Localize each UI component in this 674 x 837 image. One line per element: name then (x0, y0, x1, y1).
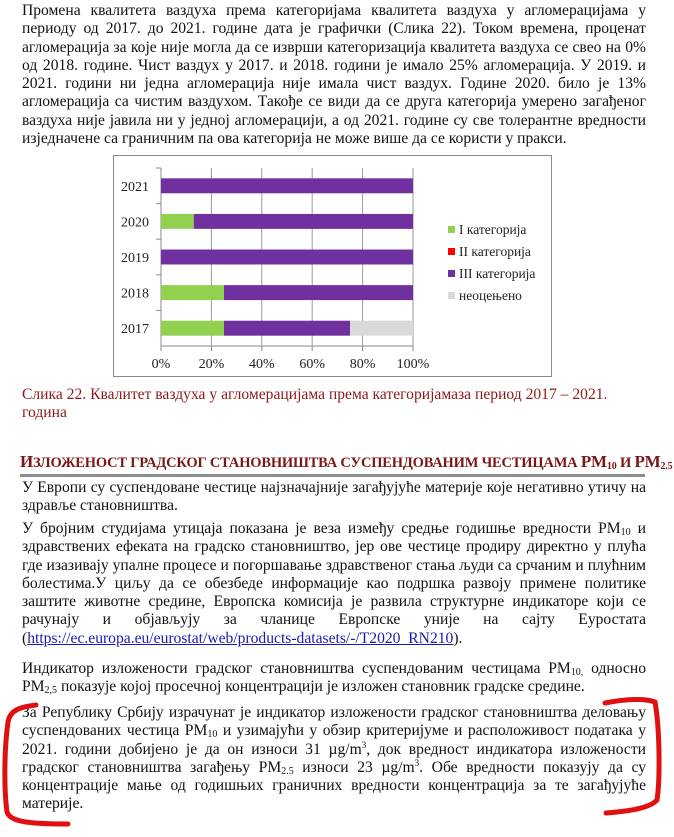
bar-segment (161, 250, 413, 265)
text: и здравствених ефеката на градско становништво, јер ове честице продиру директно у плућа где изазивају упалне процесе и погоршавање здравственог стања људи са срчаним и плућним болестима.У циљу да се обезбеде информације као подршка развоју примене политике заштите животне средине, Европска комисија је развила структурне индикаторе који се рачунају и објављују за чланице Европске уније на сајту Еуростата ( (22, 520, 646, 647)
section-heading (20, 452, 673, 477)
x-tick-label: 60% (299, 357, 326, 372)
heading-pm25: PM (634, 452, 661, 471)
chart-figure (113, 155, 552, 377)
legend-label: II категорија (459, 244, 531, 259)
europe-paragraph: У Европи су суспендоване честице најзначајније загађујуће материје које негативно утичу на здравље становништва. (22, 479, 646, 515)
y-tick-label: 2020 (121, 215, 149, 231)
text: односно PM (22, 660, 646, 696)
x-tick-label: 80% (349, 357, 376, 372)
text: , док вредност индикатора изложености градског становништва загађењу PM (22, 740, 646, 776)
subscript: 2,5 (44, 685, 58, 697)
x-tick-label: 20% (198, 357, 225, 372)
superscript: 3 (414, 757, 420, 768)
text: Индикатор изложености градског становништва суспендованим честицама PM (22, 660, 571, 677)
y-tick-label: 2018 (121, 286, 149, 302)
legend-label: I категорија (459, 222, 527, 237)
y-tick-label: 2021 (121, 179, 149, 195)
x-tick-label: 40% (248, 357, 275, 372)
legend-swatch (448, 270, 455, 277)
figure-caption: Слика 22. Квалитет ваздуха у агломерацијама према категоријамаза период 2017 – 2021. година (22, 386, 608, 422)
eurostat-link[interactable]: https://ec.europa.eu/eurostat/web/products-datasets/-/T2020_RN210 (27, 629, 454, 647)
text: износи 23 µg/m (293, 758, 415, 776)
legend-swatch (448, 248, 455, 255)
text: показује којој просечној концентрацији је изложен становник градске средине. (57, 678, 585, 696)
bar-segment (161, 214, 194, 229)
text: и узимајући у обзир критеријуме и расположивост података у 2021. години добијено је да он износи 31 µg/m (22, 722, 646, 758)
y-tick-label: 2017 (121, 322, 149, 338)
heading-sub-10: 10 (606, 461, 617, 472)
intro-paragraph: Промена квалитета ваздуха према категоријама квалитета ваздуха у агломерацијама у периоду од 2017. до 2021. године дата је графички (Слика 22). Током времена, проценат агломерација за које није могла да се изврши категоризација квалитета ваздуха се свео на 0% од 2018. године. Чист ваздух у 2017. и 2018. години је имало 25% агломерација. У 2019. и 2021. години ни једна агломерација није имала чист ваздух. Године 2020. било је 13% агломерација са чистим ваздухом. Такође се види да се друга категорија умерено загађеног ваздуха није јавила ни у једној агломерацији, а од 2021. године су све толерантне вредности изједначене са граничним па ова категорија не може више да се користи у пракси. (22, 2, 646, 148)
subscript: 2.5 (281, 765, 294, 777)
serbia-paragraph (22, 704, 646, 814)
heading-pm10: PM (580, 452, 607, 471)
heading-initial: И (20, 452, 34, 471)
subscript: 10 (207, 729, 218, 741)
bar-segment (350, 321, 413, 336)
text: ). (453, 629, 463, 647)
subscript: 10, (570, 667, 584, 678)
bar-segment (161, 285, 224, 300)
x-tick-label: 0% (151, 357, 171, 372)
studies-paragraph (22, 520, 646, 648)
legend-swatch (448, 292, 455, 299)
text: За Републику Србију израчунат је индикатор изложености градског становништва деловању суспендованих честица PM (22, 704, 646, 740)
heading-sub-25: 2.5 (660, 461, 673, 472)
heading-text: ЗЛОЖЕНОСТ ГРАДСКОГ СТАНОВНИШТВА СУСПЕНДОВАНИМ ЧЕСТИЦАМА (33, 455, 581, 471)
x-tick-label: 100% (396, 357, 430, 372)
y-tick-label: 2019 (121, 251, 149, 266)
superscript: 3 (361, 739, 367, 750)
legend-label: III категорија (459, 266, 536, 281)
legend-label: неоцењено (459, 288, 522, 303)
heading-conj: И (616, 455, 635, 471)
bar-segment (224, 321, 350, 336)
text: У бројним студијама утицаја показана је веза између средње годишње вредности PM (22, 520, 621, 537)
stacked-bar-chart (114, 156, 551, 376)
indicator-paragraph (22, 660, 646, 697)
bar-segment (224, 285, 413, 300)
bar-segment (194, 214, 413, 229)
subscript: 10 (620, 527, 631, 538)
bar-segment (161, 178, 413, 193)
legend-swatch (448, 226, 455, 233)
text: . Обе вредности показују да су концентрације мање од годишњих граничних вредности концентрација за те загађујуће материје. (22, 758, 646, 813)
bar-segment (161, 321, 224, 336)
